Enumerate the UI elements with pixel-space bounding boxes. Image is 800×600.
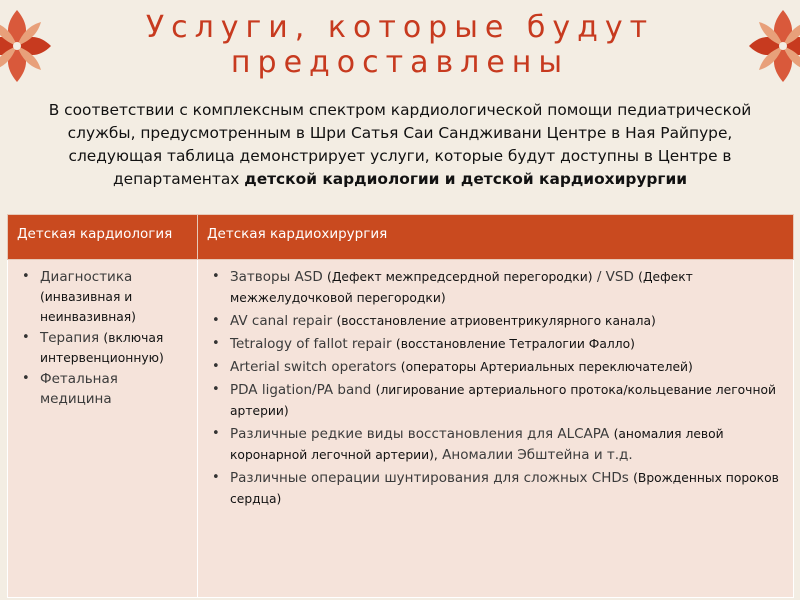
item-text: AV canal repair [230, 313, 337, 329]
item-detail: (Врожденных пороков сердца) [230, 471, 779, 506]
title-line-1: Услуги, которые будут [145, 10, 655, 45]
intro-bold-text: детской кардиологии и детской кардиохирургии [244, 170, 688, 188]
item-text: Arterial switch operators [230, 359, 401, 375]
list-item [206, 311, 785, 332]
item-text: Затворы ASD [230, 269, 328, 285]
item-text: Диагностика [40, 269, 133, 285]
item-text: Tetralogy of fallot repair [230, 336, 396, 352]
item-detail-extra: (Дефект межжелудочковой перегородки) [230, 270, 693, 305]
page-title [0, 10, 800, 80]
item-detail: (операторы Артериальных переключателей) [400, 360, 693, 374]
intro-text: В соответствии с комплексным спектром кардиологической помощи педиатрической службы, предусмотренным в Шри Сатья Саи Сандживани Центре в Ная Райпуре, следующая таблица демонстрирует услуги, которые будут доступны в Центре в департаментах [48, 101, 752, 188]
list-item [206, 468, 785, 510]
list-item [206, 424, 785, 466]
item-text: Терапия [40, 330, 100, 346]
item-detail: (Дефект межпредсердной перегородки) [327, 270, 593, 284]
header-cardiology: Детская кардиология [8, 215, 198, 260]
list-item [206, 357, 785, 378]
item-detail: (лигирование артериального протока/кольцевание легочной артерии) [230, 383, 776, 418]
header-cardiosurgery: Детская кардиохирургия [198, 215, 794, 260]
table-row [8, 260, 794, 598]
item-text: Различные редкие виды восстановления для ALCAPA [230, 426, 614, 442]
item-text-extra: Аномалии Эбштейна и т.д. [437, 447, 633, 463]
list-item [206, 334, 785, 355]
list-item [206, 380, 785, 422]
cardiology-list [16, 267, 189, 409]
list-item [16, 369, 189, 409]
cardiology-cell [8, 260, 198, 598]
cardiosurgery-list [206, 267, 785, 510]
item-text: PDA ligation/PA band [230, 382, 376, 398]
intro-paragraph [40, 99, 760, 191]
list-item [206, 267, 785, 309]
item-text-extra: / VSD [592, 269, 639, 285]
item-detail: (включая интервенционную) [40, 331, 164, 365]
item-detail: (инвазивная и неинвазивная) [40, 290, 136, 324]
list-item [16, 267, 189, 327]
cardiosurgery-cell [198, 260, 794, 598]
title-line-2: предоставлены [230, 45, 570, 80]
item-detail: (восстановление Тетралогии Фалло) [395, 337, 635, 351]
item-detail: (восстановление атриовентрикулярного канала) [336, 314, 656, 328]
item-detail: (аномалия левой коронарной легочной артерии), [230, 427, 724, 462]
item-text: Различные операции шунтирования для сложных CHDs [230, 470, 634, 486]
item-text: Фетальная медицина [40, 371, 118, 407]
table-header-row [8, 215, 794, 260]
services-table [7, 214, 794, 598]
list-item [16, 328, 189, 368]
